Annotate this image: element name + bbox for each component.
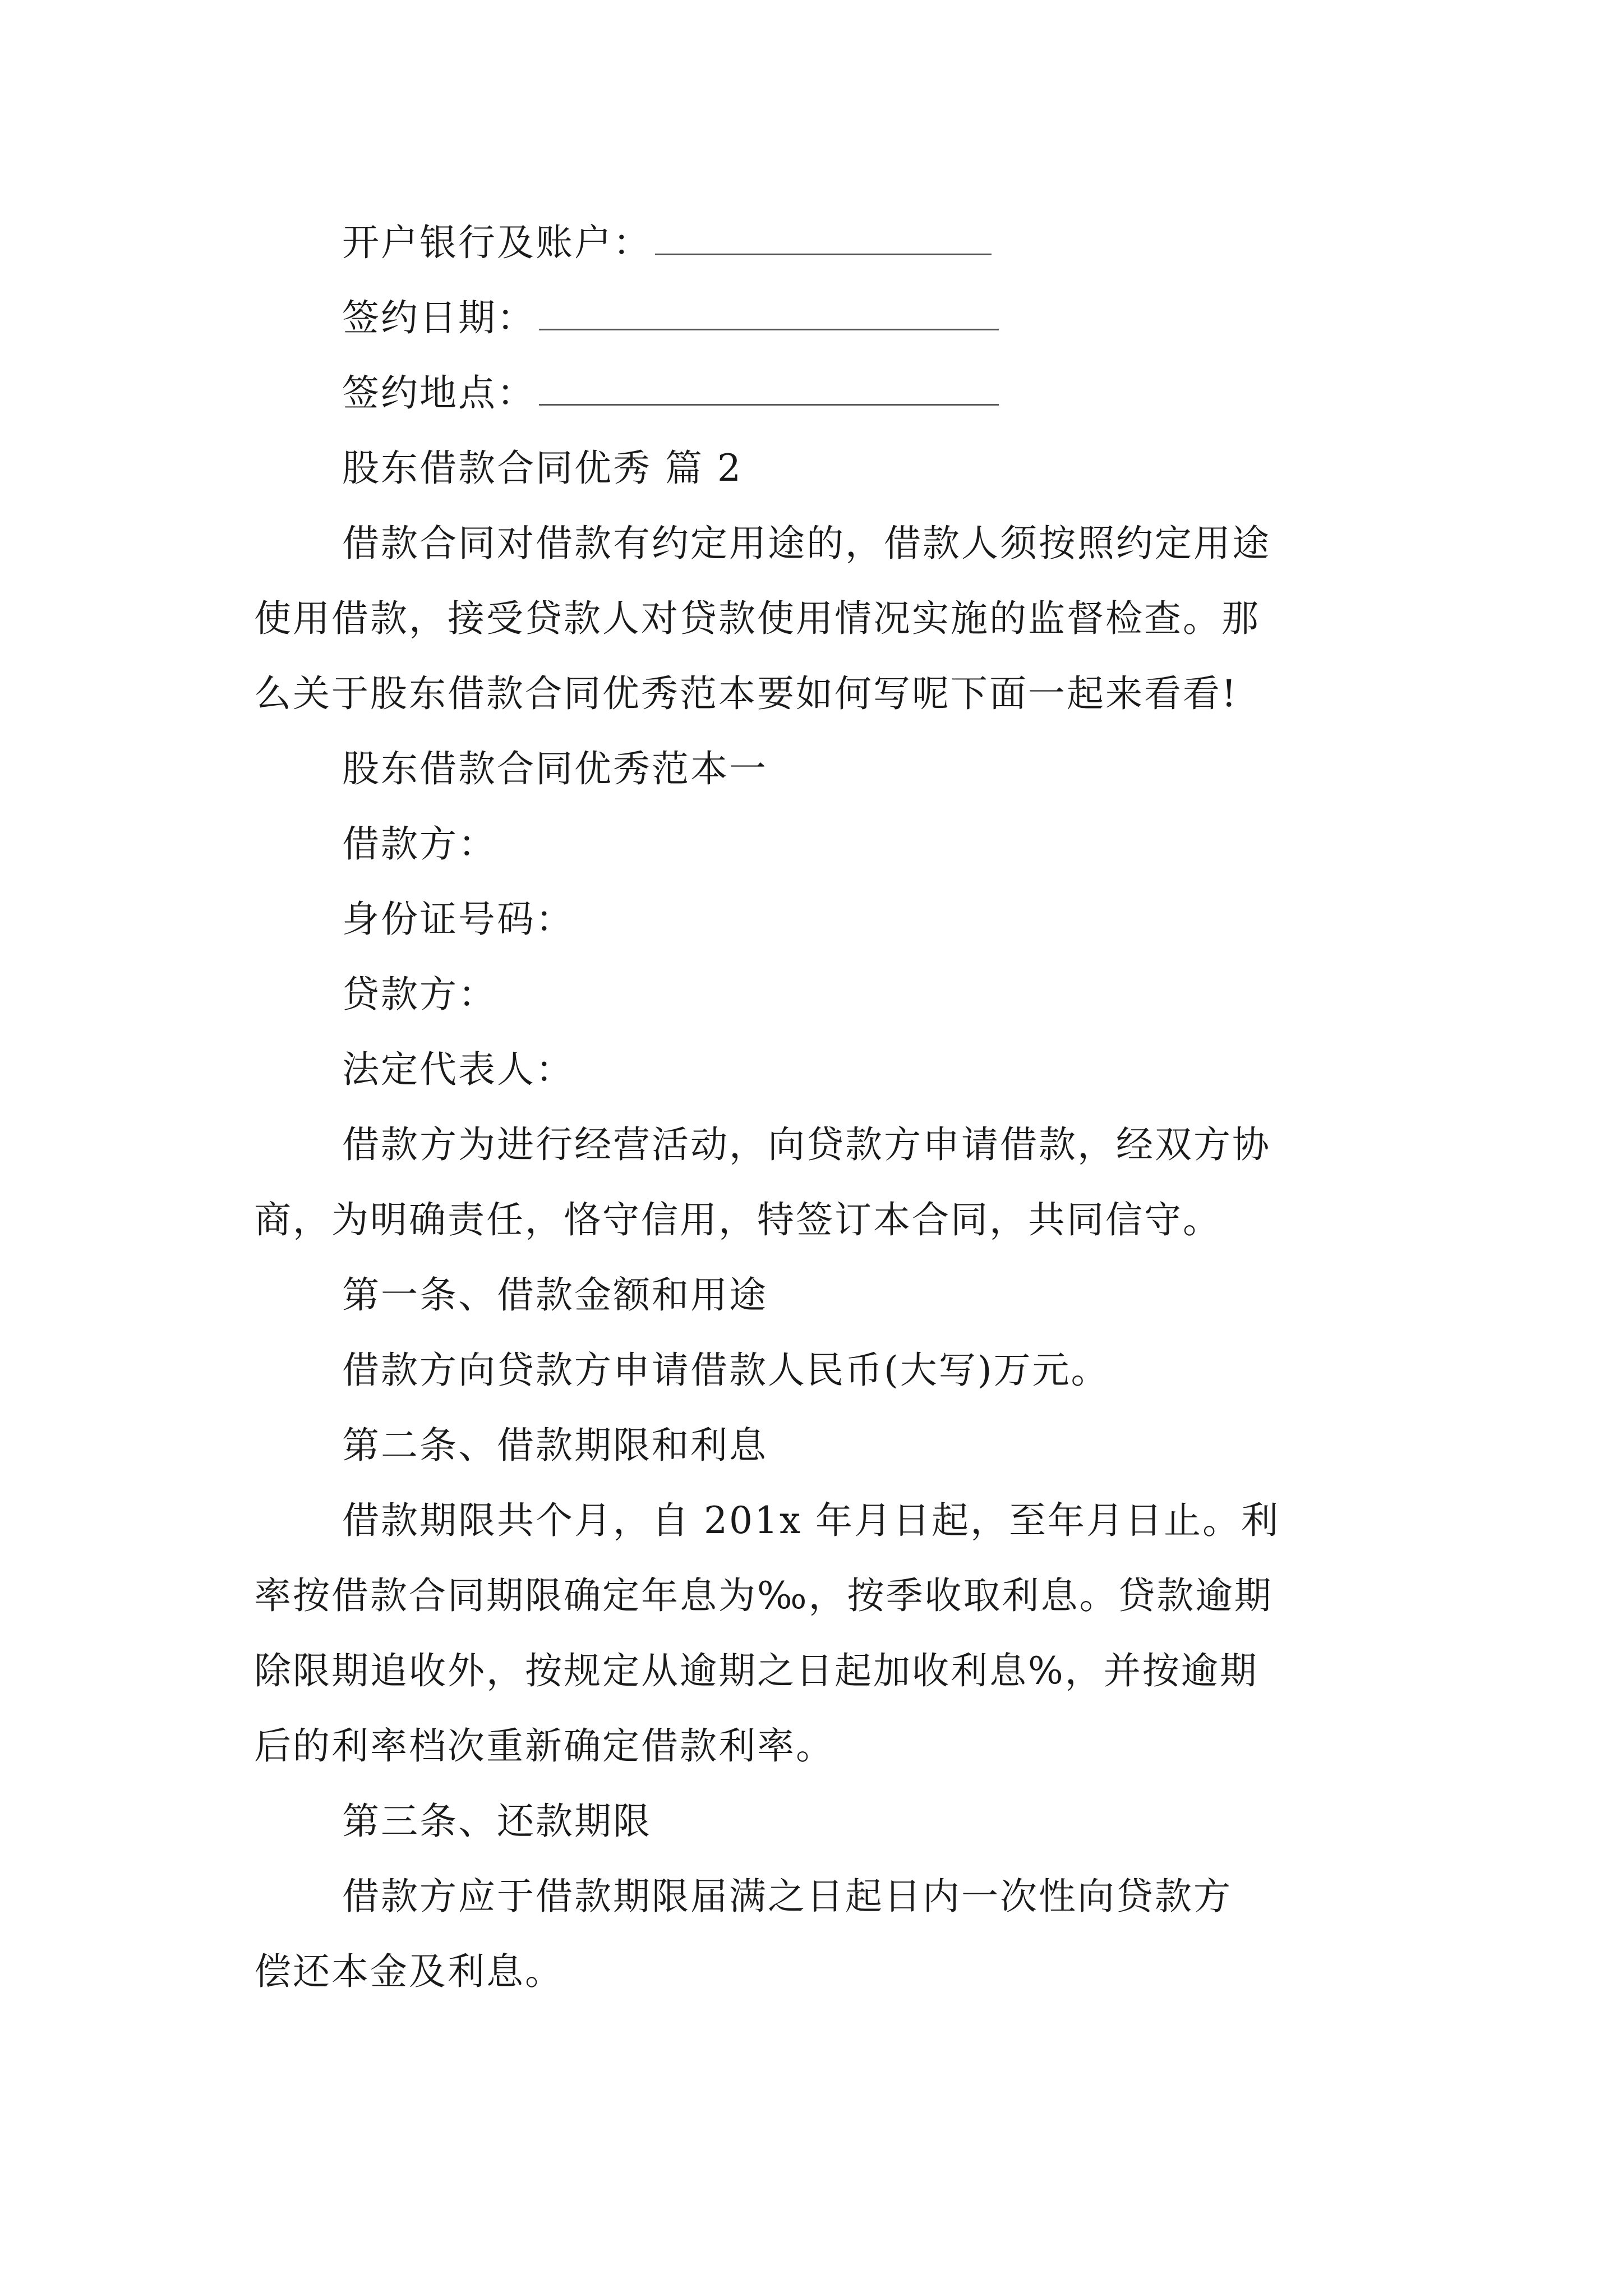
party-lender: 贷款方： [342,973,497,1016]
preamble-line: 商，为明确责任，恪守信用，特签订本合同，共同信守。 [254,1198,1221,1241]
signing-date-label: 签约日期： [342,296,536,339]
article-2-body-line: 借款期限共个月，自 201x 年月日起，至年月日止。利 [342,1499,1280,1542]
section-title: 股东借款合同优秀 篇 2 [342,447,743,490]
article-1-body: 借款方向贷款方申请借款人民币(大写)万元。 [342,1349,1110,1392]
article-3-body-line: 偿还本金及利息。 [254,1950,564,1993]
intro-line: 借款合同对借款有约定用途的，借款人须按照约定用途 [342,522,1271,565]
article-1-title: 第一条、借款金额和用途 [342,1273,768,1317]
bank-account-label: 开户银行及账户： [342,221,652,264]
bank-account-blank [655,220,992,255]
article-2-body-line: 除限期追收外，按规定从逾期之日起加收利息%，并按逾期 [254,1649,1258,1692]
signing-place-field [342,368,999,418]
bank-account-field [342,218,992,268]
party-id-number: 身份证号码： [342,898,574,941]
party-borrower: 借款方： [342,822,497,866]
article-2-body-line: 率按借款合同期限确定年息为‰，按季收取利息。贷款逾期 [254,1574,1273,1617]
preamble-line: 借款方为进行经营活动，向贷款方申请借款，经双方协 [342,1123,1271,1166]
article-3-title: 第三条、还款期限 [342,1800,652,1843]
intro-line: 么关于股东借款合同优秀范本要如何写呢下面一起来看看! [254,672,1238,715]
intro-line: 使用借款，接受贷款人对贷款使用情况实施的监督检查。那 [254,597,1260,640]
article-3-body-line: 借款方应于借款期限届满之日起日内一次性向贷款方 [342,1875,1232,1918]
article-2-title: 第二条、借款期限和利息 [342,1424,768,1467]
signing-place-blank [539,370,999,406]
signing-date-field [342,293,999,343]
article-2-body-line: 后的利率档次重新确定借款利率。 [254,1724,834,1768]
signing-date-blank [539,295,999,330]
signing-place-label: 签约地点： [342,371,536,415]
party-legal-rep: 法定代表人： [342,1048,574,1091]
sample-title: 股东借款合同优秀范本一 [342,747,768,790]
